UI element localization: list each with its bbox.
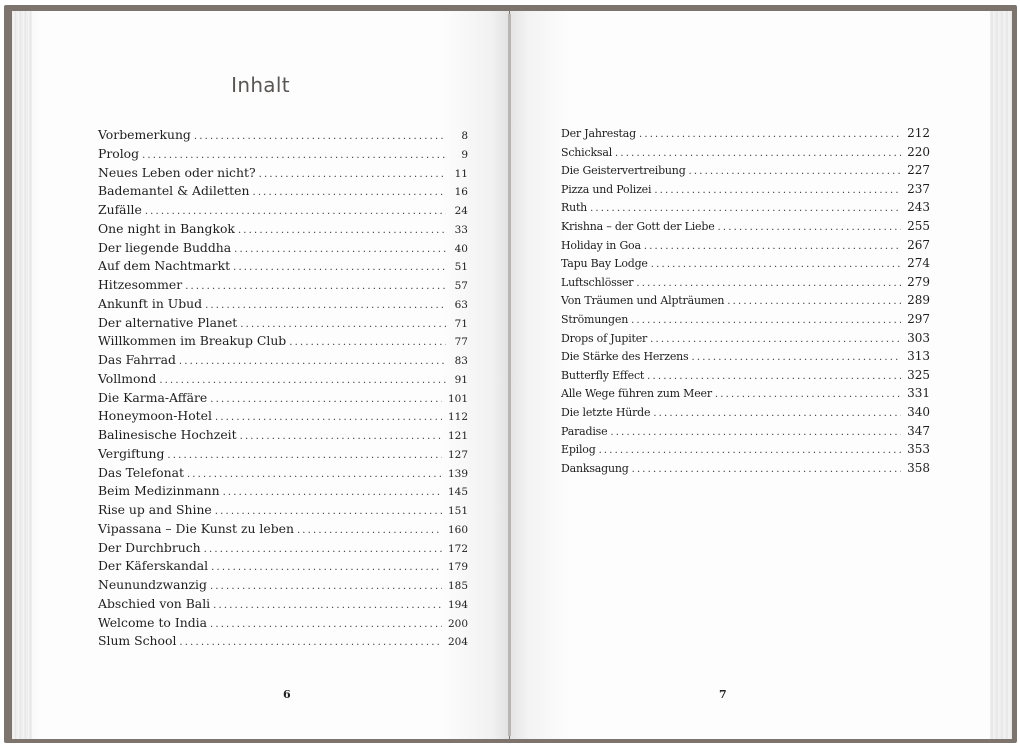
dot-leader [647,371,901,382]
toc-entry [561,293,930,312]
toc-entry-title: Der liegende Buddha [98,239,232,255]
dot-leader [718,222,902,233]
toc-entry-title: Vorbemerkung [98,127,191,142]
toc-entry-title: Ruth [561,201,588,215]
toc-entry-title: One night in Bangkok [98,220,235,236]
toc-entry [98,483,468,502]
toc-entry [98,408,468,427]
toc-list-left [98,127,468,652]
dot-leader [185,281,446,292]
toc-heading: Inhalt [231,73,290,97]
dot-leader [727,296,901,307]
dot-leader [636,278,901,289]
toc-entry [561,331,930,350]
toc-entry-page: 40 [454,242,468,255]
toc-entry-title: Slum School [98,633,177,649]
toc-entry [98,352,468,371]
toc-entry-page: 227 [907,163,930,178]
toc-entry [561,200,930,219]
toc-entry-page: 274 [907,256,930,271]
toc-entry-page: 212 [907,126,930,140]
toc-entry [98,596,468,615]
toc-entry-page: 71 [454,317,468,330]
dot-leader [615,148,901,159]
toc-entry-title: Der Käferskandal [98,558,209,574]
dot-leader [259,169,446,180]
dot-leader [644,241,901,252]
toc-entry [561,145,930,164]
toc-entry [98,465,468,484]
toc-entry-page: 358 [907,460,930,475]
toc-entry [98,277,468,296]
toc-entry [98,165,468,184]
toc-entry [561,182,930,201]
toc-entry [98,390,468,409]
toc-entry-page: 151 [447,505,468,517]
toc-entry-title: Neues Leben oder nicht? [98,164,256,180]
toc-entry-page: 139 [447,467,468,480]
toc-entry-page: 121 [447,430,468,442]
toc-entry-title: Holiday in Goa [561,238,641,252]
dot-leader [211,562,442,573]
toc-entry-page: 353 [907,442,930,457]
toc-entry-page: 331 [907,386,930,401]
toc-entry-page: 204 [447,636,468,649]
toc-entry-page: 303 [907,330,930,345]
dot-leader [210,394,442,405]
toc-entry-title: Alle Wege führen zum Meer [561,387,712,401]
toc-entry-page: 340 [907,404,930,419]
dot-leader [233,262,446,273]
toc-entry-page: 77 [454,336,468,349]
toc-entry-page: 279 [907,274,930,289]
toc-entry-page: 16 [454,186,468,199]
toc-entry-page: 91 [454,373,468,386]
toc-entry-page: 347 [907,423,930,438]
dot-leader [204,544,442,555]
toc-entry [98,446,468,465]
toc-entry [98,315,468,334]
toc-entry [98,371,468,390]
toc-entry [98,296,468,315]
toc-entry-title: Strömungen [561,312,629,326]
toc-entry [561,368,930,387]
toc-entry-page: 200 [447,617,468,630]
page-edges-left [12,11,32,739]
toc-entry-page: 112 [447,411,468,424]
dot-leader [213,600,442,611]
toc-entry [98,577,468,596]
dot-leader [142,150,446,161]
toc-entry-page: 101 [447,392,468,405]
toc-entry [561,256,930,275]
toc-entry-title: Der Jahrestag [561,127,636,140]
dot-leader [179,637,442,648]
toc-entry-title: Das Fahrrad [98,352,176,367]
toc-entry-page: 255 [907,218,930,233]
toc-entry-title: Auf dem Nachtmarkt [98,258,231,274]
toc-entry [561,405,930,424]
toc-entry-title: Balinesische Hochzeit [98,427,237,442]
dot-leader [610,427,901,438]
toc-entry [98,427,468,446]
toc-entry [561,163,930,182]
toc-entry-page: 297 [907,311,930,326]
book-spine [508,14,511,736]
toc-entry [561,349,930,368]
toc-entry [98,202,468,221]
toc-entry-title: Vollmond [98,370,157,386]
toc-entry-page: 243 [907,200,930,215]
page-edges-right [990,11,1012,739]
toc-entry [561,424,930,443]
toc-entry [98,333,468,352]
toc-entry-page: 11 [454,167,468,180]
toc-entry-page: 172 [447,542,468,555]
toc-entry-title: Schicksal [561,145,613,159]
toc-entry [561,126,930,145]
toc-entry [561,312,930,331]
toc-entry-page: 220 [907,144,930,159]
toc-entry-title: Von Träumen und Alpträumen [561,294,725,308]
toc-entry-title: Ankunft in Ubud [98,295,203,311]
page-number-left: 6 [283,688,291,701]
toc-entry [98,540,468,559]
toc-entry-title: Der Durchbruch [98,539,201,555]
toc-entry [98,633,468,652]
toc-entry-title: Das Telefonat [98,464,184,480]
dot-leader [691,352,901,363]
toc-entry-title: Epilog [561,443,596,457]
toc-entry-page: 63 [454,298,468,311]
toc-entry-title: Die Karma-Affäre [98,389,208,405]
toc-entry [98,221,468,240]
toc-entry [561,238,930,257]
dot-leader [650,334,901,345]
toc-entry-page: 160 [447,523,468,536]
dot-leader [210,581,442,592]
page-number-right: 7 [719,688,727,701]
toc-entry-title: Vipassana – Die Kunst zu leben [98,520,294,536]
toc-entry-title: Drops of Jupiter [561,331,648,345]
toc-entry-title: Danksagung [561,461,629,475]
toc-entry-page: 51 [454,261,468,274]
dot-leader [289,337,446,348]
dot-leader [252,187,446,198]
dot-leader [654,185,901,196]
dot-leader [599,445,902,456]
toc-entry [98,183,468,202]
toc-entry-page: 325 [907,367,930,382]
toc-entry-page: 83 [454,355,468,367]
toc-entry-page: 179 [447,561,468,574]
toc-entry [561,442,930,461]
toc-entry-title: Butterfly Effect [561,368,645,382]
toc-entry-page: 194 [447,598,468,611]
dot-leader [187,469,442,480]
toc-entry-title: Die Geistervertreibung [561,164,686,178]
toc-entry [561,461,930,480]
toc-entry [98,558,468,577]
dot-leader [234,244,446,255]
dot-leader [215,412,442,423]
toc-entry-title: Bademantel & Adiletten [98,183,250,199]
toc-entry [561,275,930,294]
dot-leader [179,356,446,367]
toc-entry-title: Honeymoon-Hotel [98,408,212,424]
toc-entry-title: Welcome to India [98,614,207,630]
dot-leader [194,131,446,142]
dot-leader [223,487,442,498]
right-page [510,11,990,739]
toc-entry-title: Krishna – der Gott der Liebe [561,219,715,233]
toc-entry-title: Hitzesommer [98,277,183,292]
dot-leader [590,203,901,214]
toc-entry-title: Neunundzwanzig [98,577,207,592]
toc-entry-page: 289 [907,293,930,308]
dot-leader [210,619,442,630]
toc-entry [98,240,468,259]
toc-entry-page: 185 [447,580,468,592]
toc-entry-page: 57 [454,280,468,292]
toc-entry-page: 9 [461,148,468,161]
toc-entry-title: Prolog [98,145,140,161]
toc-entry-title: Die letzte Hürde [561,405,651,419]
toc-entry-title: Tapu Bay Lodge [561,257,648,271]
dot-leader [215,506,442,517]
toc-entry [98,127,468,146]
dot-leader [240,319,446,330]
toc-entry-page: 127 [447,448,468,461]
toc-entry-title: Luftschlösser [561,275,634,289]
dot-leader [159,375,446,386]
toc-entry-page: 145 [447,486,468,499]
dot-leader [653,408,901,419]
dot-leader [238,225,446,236]
toc-entry-title: Vergiftung [98,445,165,461]
toc-entry [98,258,468,277]
dot-leader [639,129,901,140]
dot-leader [689,166,902,177]
toc-entry-page: 33 [454,223,468,236]
toc-entry-title: Rise up and Shine [98,502,212,517]
toc-entry-page: 237 [907,181,930,196]
toc-entry-title: Willkommen im Breakup Club [98,333,287,349]
toc-entry-page: 8 [461,130,468,142]
dot-leader [715,389,901,400]
dot-leader [651,259,901,270]
dot-leader [205,300,446,311]
toc-entry [98,521,468,540]
dot-leader [297,525,442,536]
toc-entry [98,615,468,634]
dot-leader [632,464,902,475]
toc-entry [561,219,930,238]
toc-entry [98,502,468,521]
toc-entry-title: Die Stärke des Herzens [561,350,689,364]
dot-leader [240,431,442,442]
toc-entry-title: Paradise [561,424,608,438]
dot-leader [167,450,442,461]
toc-entry-title: Zufälle [98,202,142,217]
toc-list-right [561,126,930,479]
toc-entry-title: Pizza und Polizei [561,182,652,196]
toc-entry-page: 267 [907,237,930,252]
toc-entry-title: Beim Medizinmann [98,483,220,499]
toc-entry-page: 313 [907,349,930,364]
toc-entry-page: 24 [454,205,468,217]
left-page [12,11,509,739]
dot-leader [145,206,446,217]
toc-entry [561,386,930,405]
toc-entry-title: Abschied von Bali [98,595,211,611]
toc-entry-title: Der alternative Planet [98,314,238,330]
toc-entry [98,146,468,165]
dot-leader [631,315,901,326]
